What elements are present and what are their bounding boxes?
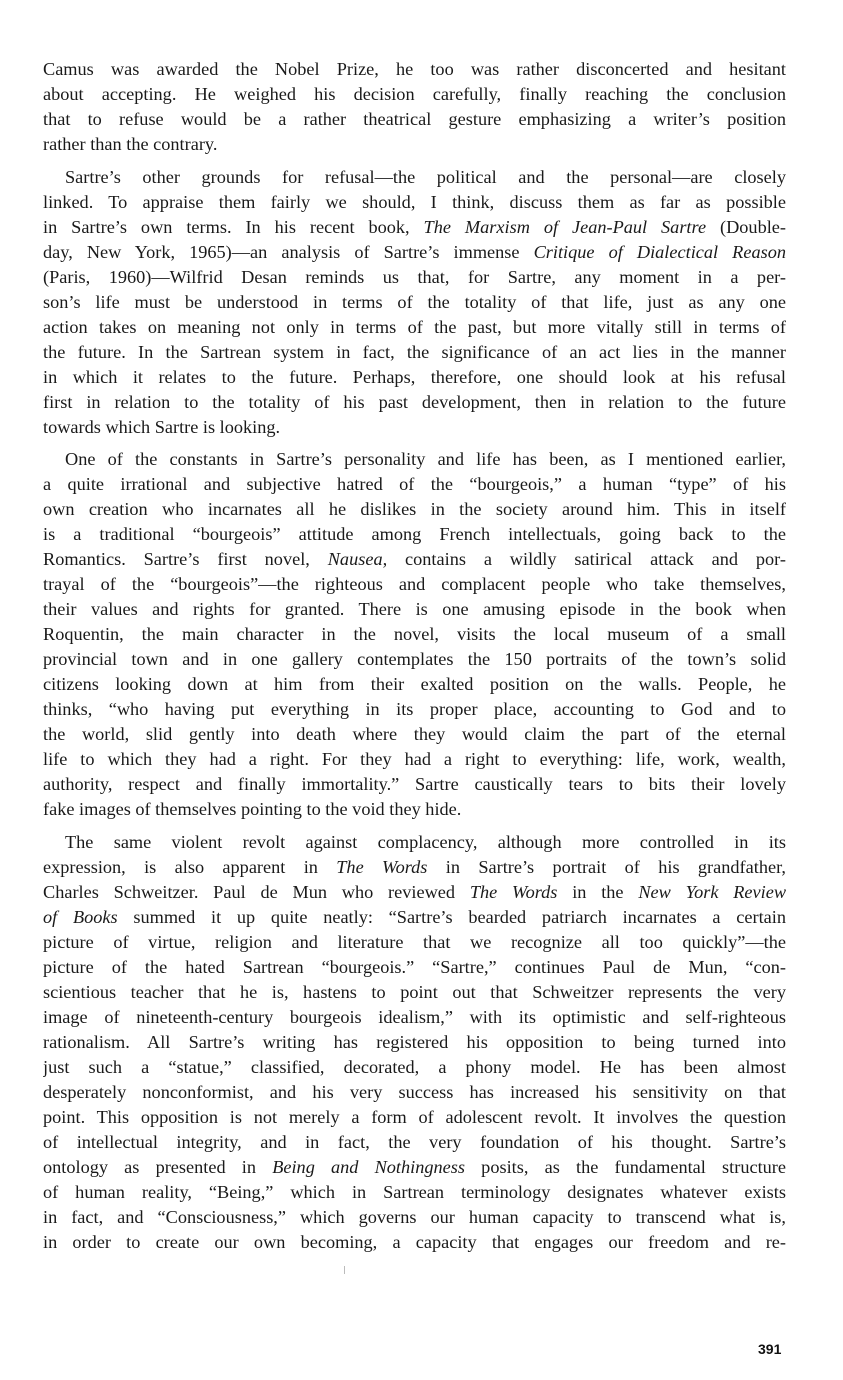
text-line: picture of the hated Sartrean “bourgeois.” “Sartre,” continues Paul de Mun, “con-	[43, 956, 786, 977]
text-line: image of nineteenth-century bourgeois idealism,” with its optimistic and self-righteous	[43, 1006, 786, 1027]
text-line: just such a “statue,” classified, decorated, a phony model. He has been almost	[43, 1056, 786, 1077]
text-line: One of the constants in Sartre’s personality and life has been, as I mentioned earlier,	[65, 449, 786, 469]
text-line: the world, slid gently into death where they would claim the part of the eternal	[43, 724, 786, 744]
text-line: in order to create our own becoming, a capacity that engages our freedom and re-	[43, 1231, 786, 1252]
text-line: their values and rights for granted. There is one amusing episode in the book when	[43, 599, 786, 619]
body-text	[43, 57, 786, 1262]
text-line: Roquentin, the main character in the novel, visits the local museum of a small	[43, 624, 786, 644]
text-line: provincial town and in one gallery contemplates the 150 portraits of the town’s solid	[43, 649, 786, 669]
text-line: The same violent revolt against complacency, although more controlled in its	[65, 831, 786, 852]
text-line: action takes on meaning not only in terms of the past, but more vitally still in terms of	[43, 316, 786, 337]
text-line: Charles Schweitzer. Paul de Mun who reviewed The Words in the New York Review	[43, 881, 786, 902]
text-line: that to refuse would be a rather theatrical gesture emphasizing a writer’s position	[43, 109, 786, 129]
page-number: 391	[758, 1341, 782, 1357]
text-line: authority, respect and finally immortality.” Sartre caustically tears to bits their lovely	[43, 774, 786, 794]
text-line: of intellectual integrity, and in fact, the very foundation of his thought. Sartre’s	[43, 1131, 786, 1152]
text-line: scientious teacher that he is, hastens to point out that Schweitzer represents the very	[43, 981, 786, 1002]
text-line: rather than the contrary.	[43, 134, 218, 154]
text-line: the future. In the Sartrean system in fact, the significance of an act lies in the manner	[43, 341, 786, 362]
text-line: (Paris, 1960)—Wilfrid Desan reminds us that, for Sartre, any moment in a per-	[43, 266, 786, 287]
text-line: ontology as presented in Being and Nothingness posits, as the fundamental structure	[43, 1156, 786, 1177]
text-line: first in relation to the totality of his past development, then in relation to the future	[43, 391, 786, 412]
text-line: point. This opposition is not merely a form of adolescent revolt. It involves the question	[43, 1106, 786, 1127]
text-line: son’s life must be understood in terms of the totality of that life, just as any one	[43, 291, 786, 312]
text-line: citizens looking down at him from their exalted position on the walls. People, he	[43, 674, 786, 694]
text-line: thinks, “who having put everything in its proper place, accounting to God and to	[43, 699, 786, 719]
text-line: in fact, and “Consciousness,” which governs our human capacity to transcend what is,	[43, 1206, 786, 1227]
text-line: fake images of themselves pointing to the void they hide.	[43, 799, 462, 819]
text-line: of Books summed it up quite neatly: “Sartre’s bearded patriarch incarnates a certain	[43, 906, 786, 927]
paragraph	[43, 57, 786, 157]
page-speck	[344, 1266, 345, 1274]
text-line: Camus was awarded the Nobel Prize, he too was rather disconcerted and hesitant	[43, 59, 786, 79]
text-line: rationalism. All Sartre’s writing has registered his opposition to being turned into	[43, 1031, 786, 1052]
text-line: picture of virtue, religion and literature that we recognize all too quickly”—the	[43, 931, 786, 952]
text-line: towards which Sartre is looking.	[43, 416, 281, 437]
text-line: day, New York, 1965)—an analysis of Sartre’s immense Critique of Dialectical Reason	[43, 241, 786, 262]
paragraph	[43, 447, 786, 822]
text-line: linked. To appraise them fairly we should, I think, discuss them as far as possible	[43, 191, 786, 212]
text-line: is a traditional “bourgeois” attitude among French intellectuals, going back to the	[43, 524, 786, 544]
text-line: desperately nonconformist, and his very success has increased his sensitivity on that	[43, 1081, 786, 1102]
text-line: life to which they had a right. For they had a right to everything: life, work, wealth,	[43, 749, 786, 769]
paragraph	[43, 165, 786, 440]
text-line: own creation who incarnates all he dislikes in the society around him. This in itself	[43, 499, 786, 519]
text-line: of human reality, “Being,” which in Sartrean terminology designates whatever exists	[43, 1181, 786, 1202]
text-line: about accepting. He weighed his decision carefully, finally reaching the conclusion	[43, 84, 786, 104]
text-line: in which it relates to the future. Perhaps, therefore, one should look at his refusal	[43, 366, 786, 387]
text-line: expression, is also apparent in The Words in Sartre’s portrait of his grandfather,	[43, 856, 786, 877]
text-line: Romantics. Sartre’s first novel, Nausea, contains a wildly satirical attack and por-	[43, 549, 786, 569]
text-line: Sartre’s other grounds for refusal—the political and the personal—are closely	[65, 166, 786, 187]
text-line: a quite irrational and subjective hatred of the “bourgeois,” a human “type” of his	[43, 474, 786, 494]
paragraph	[43, 830, 786, 1255]
text-line: in Sartre’s own terms. In his recent book, The Marxism of Jean-Paul Sartre (Double-	[43, 216, 786, 237]
text-line: trayal of the “bourgeois”—the righteous and complacent people who take themselves,	[43, 574, 786, 594]
